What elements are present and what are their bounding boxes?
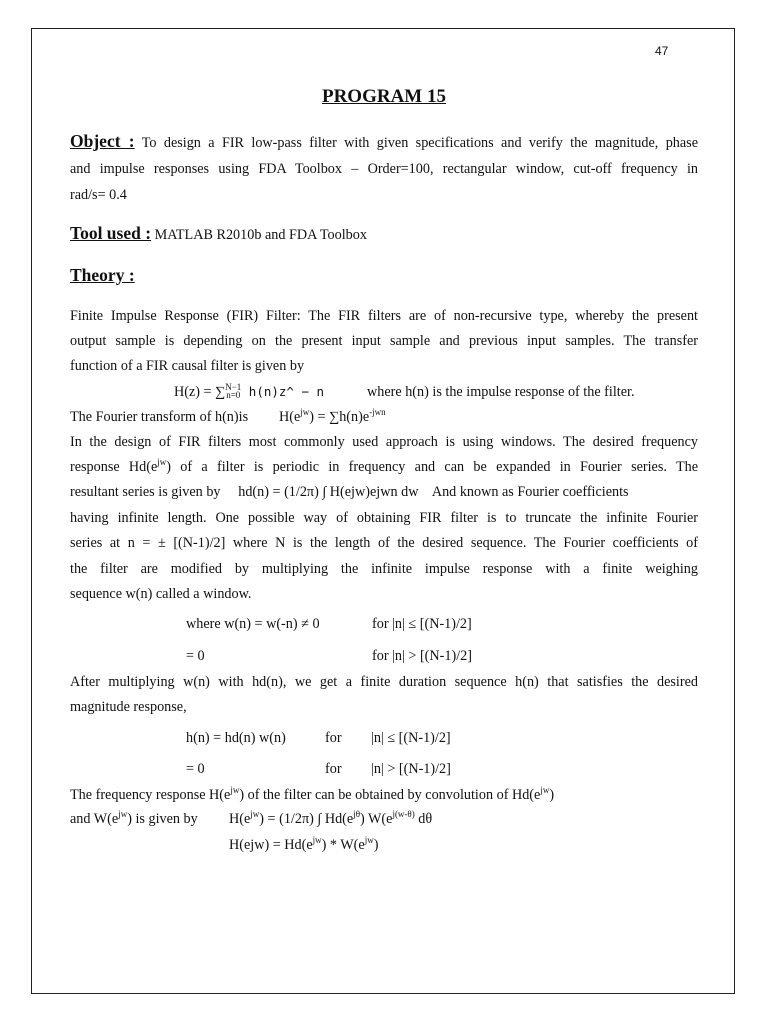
p4-l2b: ) is given by (127, 811, 198, 827)
conv-eq-d: dθ (414, 811, 433, 827)
ft-eq-a: H(e (279, 409, 301, 425)
object-heading: Object : (70, 131, 135, 151)
theory-heading: Theory : (70, 265, 135, 285)
theory-p3-line-2: magnitude response, (70, 699, 187, 715)
prod-eq-sup: jw (312, 835, 322, 845)
transfer-function-equation (174, 383, 324, 401)
object-line-1 (70, 131, 698, 152)
object-line-3: rad/s= 0.4 (70, 187, 127, 203)
object-text-1: To design a FIR low-pass filter with given specifications and verify the magnitude, phase (141, 135, 698, 151)
ft-eq-a-sup: jw (300, 407, 310, 417)
p4-l1b: ) of the filter can be obtained by convolution of Hd(e (239, 787, 541, 803)
tool-line (70, 223, 698, 244)
eq1-limits (225, 383, 241, 399)
h-eq-row1-mid: for (325, 730, 342, 746)
prod-eq-a: H(ejw) = Hd(e (229, 837, 313, 853)
product-equation (229, 837, 378, 854)
theory-p1-line-3: function of a FIR causal filter is given by (70, 358, 305, 374)
p4-l1a: The frequency response H(e (70, 787, 231, 803)
eq1-lower-limit: n=0 (226, 390, 241, 400)
h-eq-row1-left: h(n) = hd(n) w(n) (186, 730, 286, 746)
p4-l2a: and W(e (70, 811, 119, 827)
p4-l1c: ) (549, 787, 555, 803)
p4-l1-sup: jw (230, 785, 240, 795)
window-eq-row1-right: for |n| ≤ [(N-1)/2] (372, 616, 472, 632)
window-eq-row2-right: for |n| > [(N-1)/2] (372, 648, 472, 664)
page-title: PROGRAM 15 (321, 86, 446, 107)
object-line-2: and impulse responses using FDA Toolbox – Order=100, rectangular window, cut-off frequency in (70, 161, 698, 177)
ft-eq-b: ) = ∑h(n)e (309, 409, 370, 425)
theory-p2-line-6: the filter are modified by multiplying the infinite impulse response with a finite weighing (70, 561, 698, 577)
theory-p4-line-2 (70, 811, 198, 828)
prod-eq-c: ) (373, 837, 379, 853)
prod-eq-b: ) * W(e (321, 837, 365, 853)
conv-eq-sup2: jθ (353, 809, 360, 819)
theory-heading-line (70, 265, 698, 286)
tool-text: MATLAB R2010b and FDA Toolbox (154, 227, 367, 243)
eq1-lhs: H(z) = ∑ (174, 384, 226, 400)
p2-line2b: ) of a filter is periodic in frequency and can be expanded in Fourier series. The (166, 459, 698, 475)
eq1-note: where h(n) is the impulse response of the filter. (367, 384, 635, 400)
p2-line2-sup: jw (157, 457, 167, 467)
h-eq-row1-right: |n| ≤ [(N-1)/2] (371, 730, 451, 746)
theory-p2-line-1: In the design of FIR filters most commonly used approach is using windows. The desired frequency (70, 434, 698, 450)
p4-l2-sup: jw (118, 809, 128, 819)
theory-p4-line-1 (70, 787, 554, 804)
window-eq-row2-left: = 0 (186, 648, 205, 664)
theory-p1-line-1: Finite Impulse Response (FIR) Filter: The FIR filters are of non-recursive type, whereby the present (70, 308, 698, 324)
theory-p2-line-3: resultant series is given by hd(n) = (1/2π) ∫ H(ejw)ejwn dw And known as Fourier coefficients (70, 484, 629, 500)
theory-p2-line-4: having infinite length. One possible way of obtaining FIR filter is to truncate the infinite Fourier (70, 510, 698, 526)
tool-heading: Tool used : (70, 223, 152, 243)
prod-eq-sup2: jw (364, 835, 374, 845)
conv-eq-sup3: j(w-θ) (392, 809, 415, 819)
eq1-rhs: h(n)z^ − n (241, 384, 325, 399)
fourier-transform-equation (279, 409, 386, 426)
theory-p3-line-1: After multiplying w(n) with hd(n), we get a finite duration sequence h(n) that satisfies the desired (70, 674, 698, 690)
fourier-transform-text: The Fourier transform of h(n)is (70, 409, 249, 425)
window-eq-row1-left: where w(n) = w(-n) ≠ 0 (186, 616, 320, 632)
ft-eq-b-sup: -jwn (369, 407, 386, 417)
conv-eq-b: ) = (1/2π) ∫ Hd(e (259, 811, 354, 827)
conv-eq-sup: jw (250, 809, 260, 819)
conv-eq-a: H(e (229, 811, 251, 827)
p4-l1-sup2: jw (540, 785, 550, 795)
page-number: 47 (655, 44, 669, 58)
theory-p1-line-2: output sample is depending on the present input sample and previous input samples. The transfer (70, 333, 698, 349)
p2-line2a: response Hd(e (70, 459, 158, 475)
convolution-equation (229, 811, 432, 828)
conv-eq-c: ) W(e (360, 811, 393, 827)
h-eq-row2-right: |n| > [(N-1)/2] (371, 761, 451, 777)
h-eq-row2-left: = 0 (186, 761, 205, 777)
h-eq-row2-mid: for (325, 761, 342, 777)
theory-p2-line-2 (70, 459, 698, 476)
theory-p2-line-5: series at n = ± [(N-1)/2] where N is the length of the desired sequence. The Fourier coefficients of (70, 535, 698, 551)
eq1-upper-limit: N−1 (225, 382, 242, 392)
theory-p2-line-7: sequence w(n) called a window. (70, 586, 252, 602)
